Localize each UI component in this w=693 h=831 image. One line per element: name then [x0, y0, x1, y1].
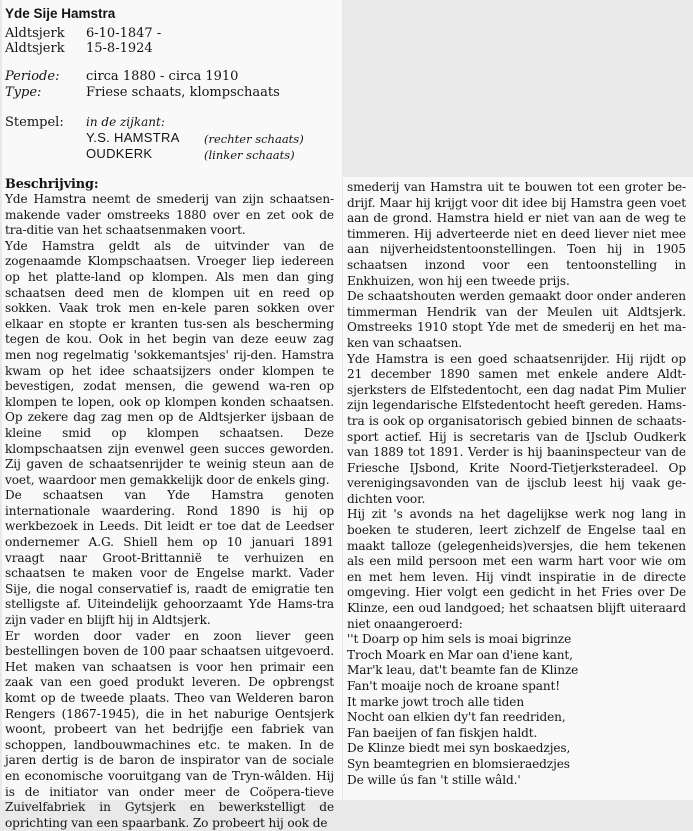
description-heading: Beschrijving:: [5, 177, 99, 192]
stempel-intro: in de zijkant:: [86, 115, 165, 129]
maker-name: Yde Sije Hamstra: [5, 6, 116, 21]
birth-place: Aldtsjerk: [5, 26, 65, 41]
periode-value: circa 1880 - circa 1910: [86, 69, 239, 84]
paragraph: smederij van Hamstra uit te bouwen tot een groter be-drijf. Maar hij krijgt voor dit idee bij Hamstra geen voet aan de grond. Hamstra hield er niet van aan de weg te timmeren. Hij adverteerde niet en deed liever niet mee aan nijverheidstentoonstellingen. Toen hij in 1905 schaatsen inzond voor een tentoonstelling in Enkhuizen, won hij een tweede prijs.: [347, 180, 686, 288]
paragraph: De schaatshouten werden gemaakt door onder anderen timmerman Hendrik van der Meulen uit Aldtsjerk. Omstreeks 1910 stopt Yde met de smederij en het ma-ken van schaatsen.: [347, 289, 686, 350]
poem-line: Mar'k leau, dat't beamte fan de Klinze: [347, 663, 579, 678]
poem: [347, 632, 686, 788]
stamp-hamstra-note: (rechter schaats): [204, 132, 304, 146]
poem-line: ''t Doarp op him sels is moai bigrinze: [347, 632, 572, 647]
paragraph: De schaatsen van Yde Hamstra genoten internationale waardering. Rond 1890 is hij op werkbezoek in Leeds. Dit leidt er toe dat de Leedser ondernemer A.G. Shiell hem op 10 januari 1891 vraagt naar Groot-Brittannië te verhuizen en schaatsen te maken voor de Engelse markt. Vader Sije, die nogal conservatief is, raadt de emigratie ten stelligste af. Uiteindelijk gehoorzaamt Yde Hams-tra zijn vader en blijft hij in Aldtsjerk.: [5, 488, 334, 628]
periode-label: Periode:: [5, 69, 60, 84]
poem-line: It marke jowt troch alle tiden: [347, 694, 525, 709]
stamp-oudkerk-note: (linker schaats): [204, 148, 295, 162]
poem-line: Fan't moaije noch de kroane spant!: [347, 679, 561, 693]
type-label: Type:: [5, 85, 42, 100]
left-column: [5, 177, 334, 831]
poem-line: De wille ús fan 't stille wâld.': [347, 772, 521, 787]
poem-line: Nocht oan elkien dy't fan reedriden,: [347, 710, 566, 725]
paragraph: Yde Hamstra geldt als de uitvinder van de zogenaamde Klompschaatsen. Vroeger liep iedereen op het platte-land op klompen. Als men dan ging schaatsen deed men de klompen uit en reed op sokken. Vaak trok men en-kele paren sokken over elkaar en stopte er kranten tus-sen als bescherming tegen de kou. Ook in het begin van deze eeuw zag men nog regelmatig 'sokkemantsjes' rij-den. Hamstra kwam op het idee schaatsijzers onder klompen te bevestigen, zodat mensen, die gewend wa-ren op klompen te lopen, ook op klompen konden schaatsen. Op zekere dag zag men op de Aldtsjerker ijsbaan de kleine smid op klompen schaatsen. Deze klompschaatsen zijn evenwel geen succes geworden. Zij gaven de schaatsenrijder te weinig steun aan de voet, waardoor men gemakkelijk door de enkels ging.: [5, 238, 334, 487]
poem-line: De Klinze biedt mei syn boskaedzjes,: [347, 741, 571, 756]
paragraph: Er worden door vader en zoon liever geen bestellingen boven de 100 paar schaatsen uitgevoerd. Het maken van schaatsen is voor hen primair een zaak van een goed produkt leveren. De opbrengst komt op de tweede plaats. Theo van Welderen baron Rengers (1867-1945), die in het naburige Oentsjerk woont, probeert van het bedrijfje een fabriek van schoppen, landbouwmachines etc. te maken. In de jaren dertig is de baron de inspirator van de sociale en economische vooruitgang van de Tryn-wâlden. Hij is de initiator van onder meer de Coöpera-tieve Zuivelfabriek in Gytsjerk en bewerkstelligt de oprichting van een spaarbank. Zo probeert hij ook de: [5, 628, 334, 830]
stempel-label: Stempel:: [5, 115, 64, 130]
stamp-oudkerk: OUDKERK: [86, 146, 153, 161]
paragraph: Hij zit 's avonds na het dagelijkse werk nog lang in boeken te studeren, leert zichzelf de Engelse taal en maakt talloze (gelegenheids)versjes, die hem tekenen als een mild persoon met een warm hart voor wie om en met hem leven. Hij vindt inspiratie in de directe omgeving. Hier volgt een gedicht in het Fries over De Klinze, een oud landgoed; het schaatsen blijft uiteraard niet onaangeroerd:: [347, 507, 686, 631]
poem-line: Syn beamtegrien en blomsieraedzjes: [347, 756, 570, 771]
death-place: Aldtsjerk: [5, 41, 65, 56]
poem-line: Fan baeijen of fan fiskjen haldt.: [347, 725, 538, 740]
birth-date: 6-10-1847 -: [86, 26, 162, 41]
right-column: [347, 180, 686, 788]
paragraph: Yde Hamstra neemt de smederij van zijn schaatsen-makende vader omstreeks 1880 over en zet ook de tra-ditie van het schaatsenmaken voort.: [5, 192, 334, 238]
paragraph: Yde Hamstra is een goed schaatsenrijder. Hij rijdt op 21 december 1890 samen met enkele andere Aldt-sjerksters de Elfstedentocht, een dag nadat Pim Mulier zijn legendarische Elfstedentocht heeft gereden. Hams-tra is ook op organisatorisch gebied binnen de schaats-sport actief. Hij is secretaris van de IJsclub Oudkerk van 1889 tot 1891. Verder is hij baaninspecteur van de Friesche IJsbond, Krite Noord-Tietjerksteradeel. Op verenigingsavonden van de ijsclub leest hij vaak ge-dichten voor.: [347, 351, 686, 506]
stamp-hamstra: Y.S. HAMSTRA: [86, 130, 180, 145]
poem-line: Troch Moark en Mar oan d'iene kant,: [347, 647, 573, 662]
death-date: 15-8-1924: [86, 41, 153, 56]
type-value: Friese schaats, klompschaats: [86, 85, 280, 100]
